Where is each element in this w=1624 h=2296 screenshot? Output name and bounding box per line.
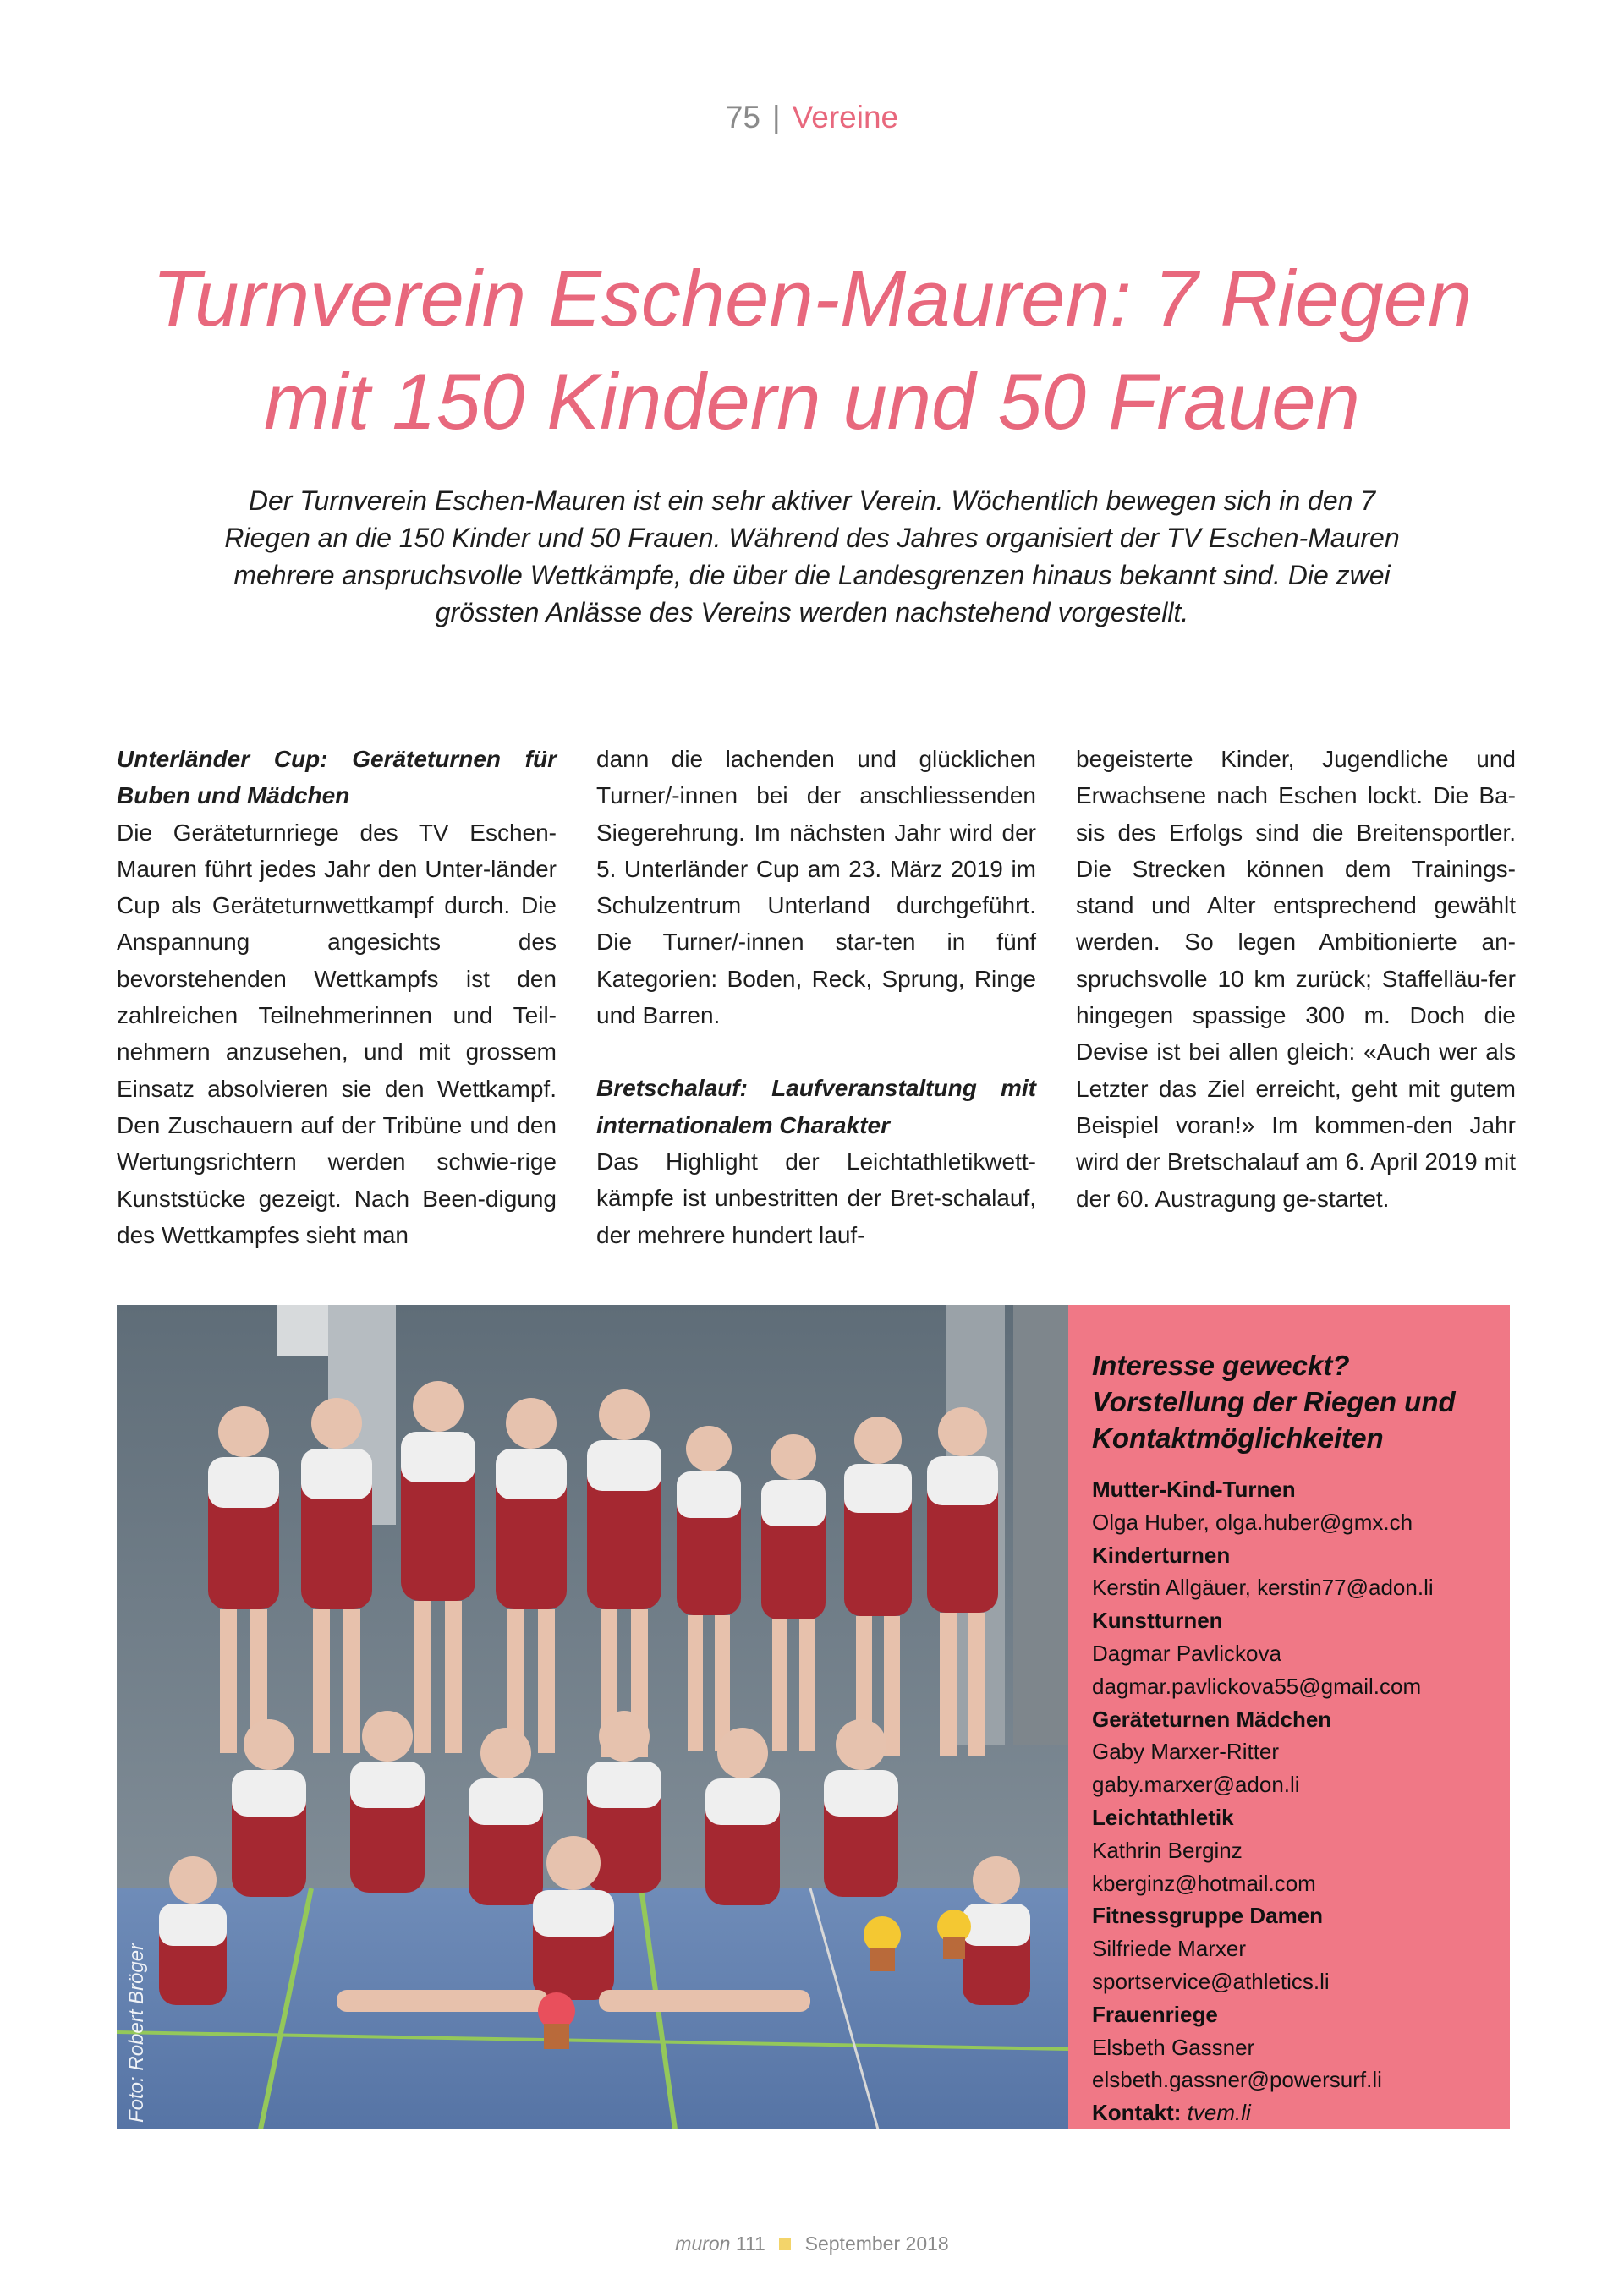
group-contact-name: Elsbeth Gassner: [1092, 2034, 1255, 2060]
group-contact: Olga Huber, olga.huber@gmx.ch: [1092, 1509, 1413, 1535]
section2-title: Bretschalauf: Laufveranstaltung mit internationalem Charakter: [596, 1075, 1036, 1138]
team-photo-illustration: [117, 1305, 1068, 2129]
photo-credit: Foto: Robert Bröger: [125, 1943, 148, 2123]
section1-title: Unterländer Cup: Geräteturnen für Buben und Mädchen: [117, 746, 557, 809]
section2-text-part1: Das Highlight der Leichtathletikwett-kämpfe ist unbestritten der Bret-schalauf, der mehrere hundert lauf-: [596, 1148, 1036, 1248]
general-contact: [1092, 2096, 1488, 2129]
page-number: 75: [725, 100, 761, 134]
magazine-name: muron: [675, 2233, 731, 2255]
lead-paragraph: Der Turnverein Eschen-Mauren ist ein sehr aktiver Verein. Wöchentlich bewegen sich in den 7 Riegen an die 150 Kinder und 50 Frauen. Während des Jahres organisiert der TV Eschen-Mauren mehrere anspruchsvolle Wettkämpfe, die über die Landesgrenzen hinaus bekannt sind. Die zwei grössten Anlässe des Vereins werden nachstehend vorgestellt.: [224, 485, 1400, 627]
article-columns: [117, 741, 1516, 1265]
infobox-title: Interesse geweckt? Vorstellung der Riegen und Kontaktmöglichkeiten: [1092, 1350, 1456, 1454]
group-contact-name: Dagmar Pavlickova: [1092, 1640, 1281, 1666]
group-name: Frauenriege: [1092, 2001, 1218, 2027]
contact-infobox: [1068, 1305, 1510, 2129]
section1-text-part1: Die Geräteturnriege des TV Eschen-Mauren führt jedes Jahr den Unter-länder Cup als Geräteturnwettkampf durch. Die Anspannung angesichts des bevorstehenden Wettkampfs ist den zahlreichen Teilnehmerinnen und Teil-nehmern anzusehen, und mit grossem Einsatz absolvieren sie den Wettkampf. Den Zuschauern auf der Tribüne und den Wertungsrichtern werden schwie-rige Kunststücke gezeigt. Nach Been-digung des Wettkampfes sieht man: [117, 819, 557, 1248]
group-name: Kinderturnen: [1092, 1542, 1231, 1568]
group-name: Fitnessgruppe Damen: [1092, 1903, 1324, 1929]
headline-line-2: mit 150 Kindern und 50 Frauen: [264, 357, 1360, 446]
group-contact-name: Gaby Marxer-Ritter: [1092, 1739, 1280, 1765]
section2-text-part2: begeisterte Kinder, Jugendliche und Erwachsene nach Eschen lockt. Die Ba-sis des Erfolgs sind die Breitensportler. Die Strecken können dem Trainings-stand und Alter entsprechend gewählt werden. So legen Ambitionierte an-spruchsvolle 10 km zurück; Staffelläu-fer hingegen spassige 300 m. Doch die Devise ist bei allen gleich: «Auch wer als Letzter das Ziel erreicht, geht mit gutem Beispiel voran!» Im kommen-den Jahr wird der Bretschalauf am 6. April 2019 mit der 60. Austragung ge-startet.: [1076, 746, 1516, 1212]
team-photo: [117, 1305, 1068, 2129]
group-contact-email: gaby.marxer@adon.li: [1092, 1772, 1300, 1798]
page-header: [0, 100, 1624, 135]
page-footer: [0, 2233, 1624, 2255]
group-contact-name: Kathrin Berginz: [1092, 1837, 1243, 1863]
footer-square-icon: [779, 2238, 791, 2250]
group-contact: Kerstin Allgäuer, kerstin77@adon.li: [1092, 1575, 1434, 1601]
contact-website: tvem.li: [1187, 2100, 1251, 2126]
infobox-group-list: [1092, 1473, 1488, 2096]
group-contact-email: dagmar.pavlickova55@gmail.com: [1092, 1673, 1422, 1699]
group-contact-email: elsbeth.gassner@powersurf.li: [1092, 2067, 1382, 2093]
group-name: Leichtathletik: [1092, 1804, 1234, 1830]
issue-date: September 2018: [804, 2233, 949, 2255]
headline: [85, 247, 1539, 453]
header-separator: |: [772, 100, 781, 134]
group-contact-email: kberginz@hotmail.com: [1092, 1870, 1316, 1896]
contact-label: Kontakt:: [1092, 2100, 1182, 2126]
section-name: Vereine: [792, 100, 899, 134]
group-name: Kunstturnen: [1092, 1608, 1223, 1634]
article-column-2: [596, 741, 1036, 1253]
article-column-1: [117, 741, 557, 1253]
issue-number: 111: [735, 2233, 765, 2255]
group-contact-name: Silfriede Marxer: [1092, 1936, 1247, 1962]
group-contact-email: sportservice@athletics.li: [1092, 1968, 1330, 1994]
group-name: Mutter-Kind-Turnen: [1092, 1477, 1296, 1502]
group-name: Geräteturnen Mädchen: [1092, 1706, 1332, 1732]
article-column-3: [1076, 741, 1516, 1217]
section1-text-part2: dann die lachenden und glücklichen Turner/-innen bei der anschliessenden Siegerehrung. Im nächsten Jahr wird der 5. Unterländer Cup am 23. März 2019 im Schulzentrum Unterland durchgeführt. Die Turner/-innen star-ten in fünf Kategorien: Boden, Reck, Sprung, Ringe und Barren.: [596, 746, 1036, 1029]
headline-line-1: Turnverein Eschen-Mauren: 7 Riegen: [151, 254, 1473, 342]
